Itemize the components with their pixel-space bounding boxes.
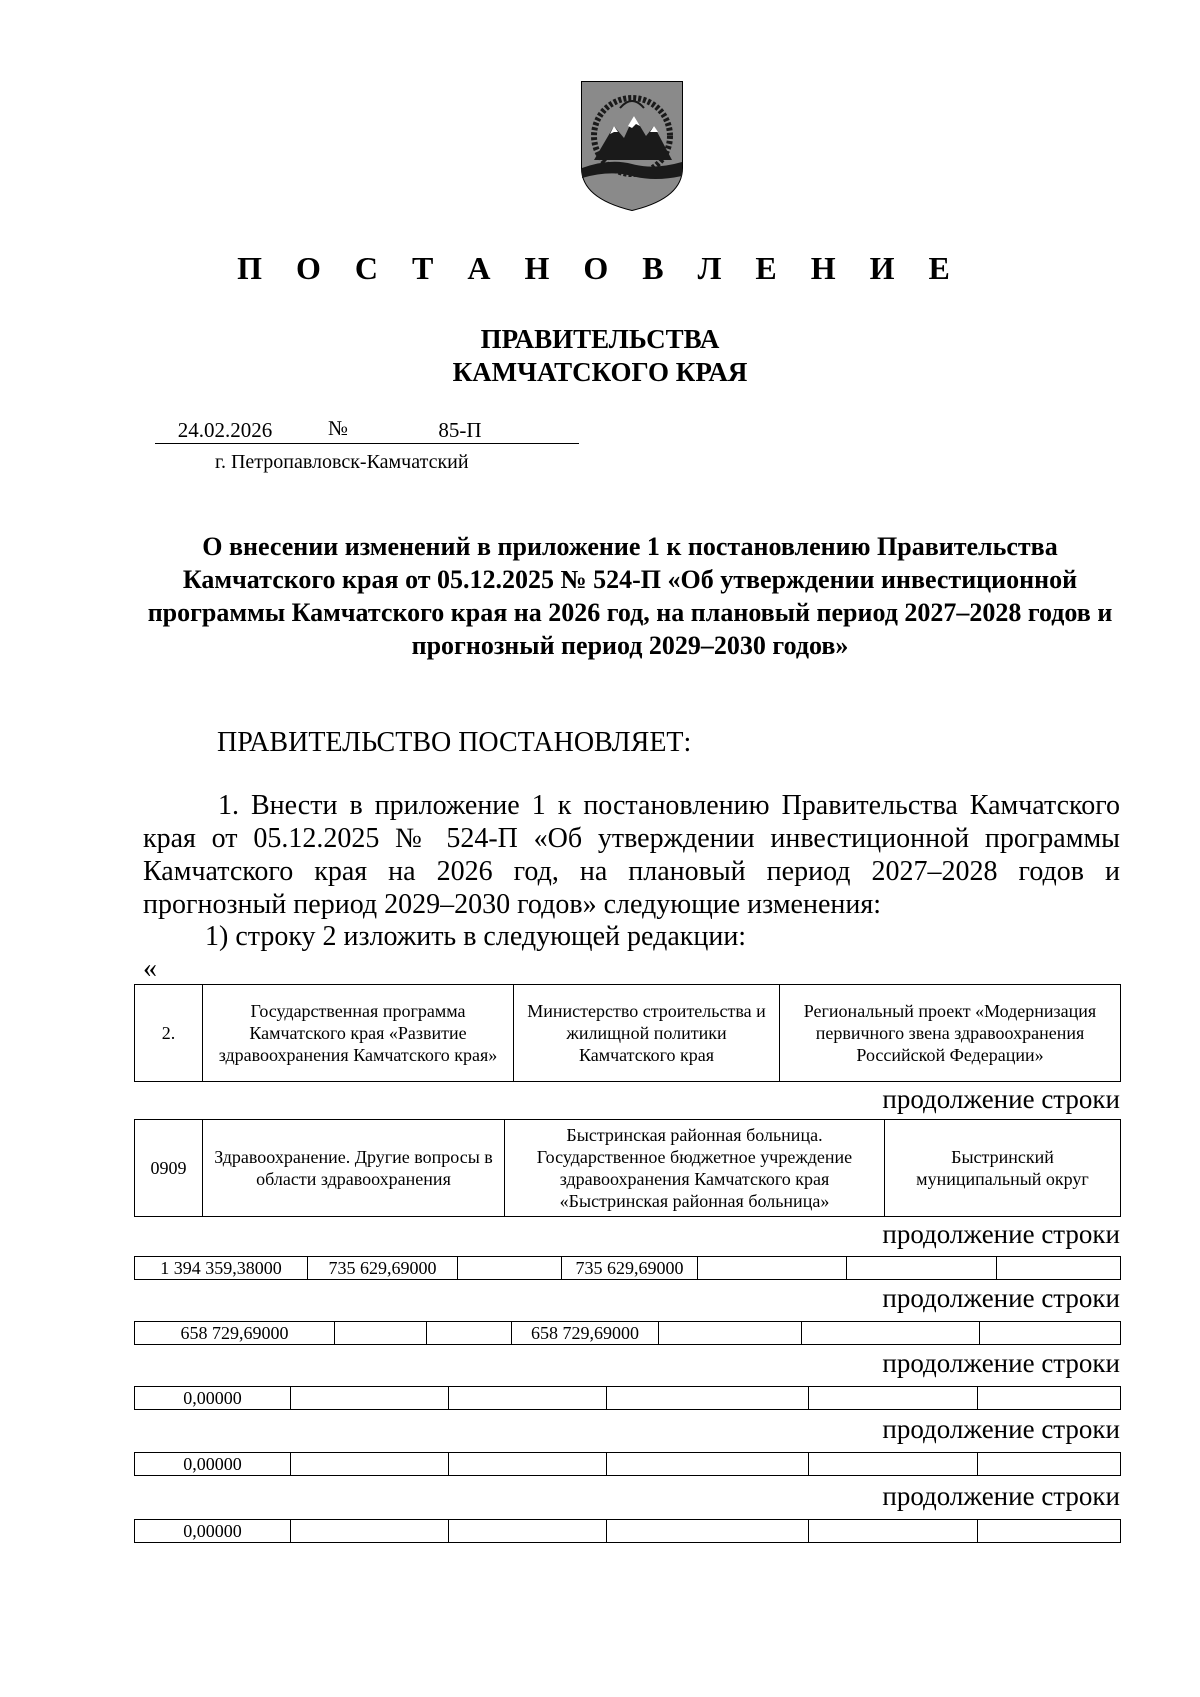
table-row	[135, 1453, 1121, 1476]
issuer-line-1: ПРАВИТЕЛЬСТВА	[480, 324, 720, 354]
table-cell: Государственная программа Камчатского края «Развитие здравоохранения Камчатского края»	[203, 985, 514, 1082]
table-cell	[291, 1453, 449, 1476]
table-cell	[980, 1322, 1121, 1345]
table-row	[135, 1257, 1121, 1280]
table-row-part-5	[134, 1386, 1121, 1410]
table-row	[135, 1120, 1121, 1217]
continuation-label: продолжение строки	[882, 1414, 1120, 1444]
date-number-underline	[155, 443, 579, 444]
opening-quote: «	[143, 953, 157, 984]
table-row	[135, 985, 1121, 1082]
number-sign: №	[328, 416, 349, 440]
table-cell	[809, 1520, 978, 1543]
table-cell: 658 729,69000	[135, 1322, 335, 1345]
table-cell	[809, 1453, 978, 1476]
table-cell	[659, 1322, 802, 1345]
table-cell	[809, 1387, 978, 1410]
table-row-part-2	[134, 1119, 1121, 1217]
table-cell	[978, 1520, 1121, 1543]
table-cell	[291, 1387, 449, 1410]
table-cell: 0,00000	[135, 1520, 291, 1543]
table-cell: 658 729,69000	[512, 1322, 659, 1345]
table-cell	[607, 1387, 809, 1410]
table-cell: 0,00000	[135, 1387, 291, 1410]
table-cell	[449, 1387, 607, 1410]
table-cell: Быстринский муниципальный округ	[885, 1120, 1121, 1217]
document-number: 85-П	[438, 418, 482, 442]
table-row-part-6	[134, 1452, 1121, 1476]
issuer-line-2: КАМЧАТСКОГО КРАЯ	[452, 357, 748, 387]
table-row	[135, 1520, 1121, 1543]
continuation-label: продолжение строки	[882, 1481, 1120, 1511]
clause-1: 1. Внести в приложение 1 к постановлению Правительства Камчатского края от 05.12.2025 № 524-П «Об утверждении инвестиционной программы Камчатского края на 2026 год, на плановый период 2027–2028 годов и прогнозный период 2029–2030 годов» следующие изменения:	[143, 790, 1120, 920]
table-cell	[978, 1453, 1121, 1476]
table-cell: 2.	[135, 985, 203, 1082]
table-cell: 0,00000	[135, 1453, 291, 1476]
table-row	[135, 1322, 1121, 1345]
table-cell: 0909	[135, 1120, 203, 1217]
table-cell	[458, 1257, 562, 1280]
table-row-part-4	[134, 1321, 1121, 1345]
coat-of-arms-icon	[580, 80, 684, 212]
table-cell	[802, 1322, 980, 1345]
item-1: 1) строку 2 изложить в следующей редакции:	[205, 921, 747, 952]
table-row	[135, 1387, 1121, 1410]
table-cell: 1 394 359,38000	[135, 1257, 308, 1280]
table-cell	[978, 1387, 1121, 1410]
table-cell	[607, 1453, 809, 1476]
city: г. Петропавловск-Камчатский	[215, 451, 469, 473]
document-date: 24.02.2026	[177, 418, 273, 442]
table-cell	[335, 1322, 427, 1345]
table-cell: Здравоохранение. Другие вопросы в области здравоохранения	[203, 1120, 505, 1217]
table-row-part-7	[134, 1519, 1121, 1543]
continuation-label: продолжение строки	[882, 1348, 1120, 1378]
table-cell	[847, 1257, 997, 1280]
table-cell	[449, 1453, 607, 1476]
table-cell	[997, 1257, 1121, 1280]
document-type-title: П О С Т А Н О В Л Е Н И Е	[237, 250, 963, 286]
table-row-part-1	[134, 984, 1121, 1082]
table-cell	[607, 1520, 809, 1543]
table-cell: 735 629,69000	[308, 1257, 458, 1280]
table-cell	[291, 1520, 449, 1543]
table-cell: 735 629,69000	[562, 1257, 698, 1280]
table-row-part-3	[134, 1256, 1121, 1280]
table-cell: Быстринская районная больница. Государственное бюджетное учреждение здравоохранения Камчатского края «Быстринская районная больница»	[505, 1120, 885, 1217]
table-cell	[427, 1322, 512, 1345]
table-cell: Министерство строительства и жилищной политики Камчатского края	[514, 985, 780, 1082]
table-cell	[449, 1520, 607, 1543]
document-subject: О внесении изменений в приложение 1 к постановлению Правительства Камчатского края от 05.12.2025 № 524-П «Об утверждении инвестиционной программы Камчатского края на 2026 год, на плановый период 2027–2028 годов и прогнозный период 2029–2030 годов»	[147, 532, 1113, 660]
continuation-label: продолжение строки	[882, 1219, 1120, 1249]
continuation-label: продолжение строки	[882, 1283, 1120, 1313]
resolves-heading: ПРАВИТЕЛЬСТВО ПОСТАНОВЛЯЕТ:	[217, 727, 692, 758]
table-cell: Региональный проект «Модернизация первичного звена здравоохранения Российской Федерации»	[780, 985, 1121, 1082]
table-cell	[698, 1257, 847, 1280]
continuation-label: продолжение строки	[882, 1084, 1120, 1114]
